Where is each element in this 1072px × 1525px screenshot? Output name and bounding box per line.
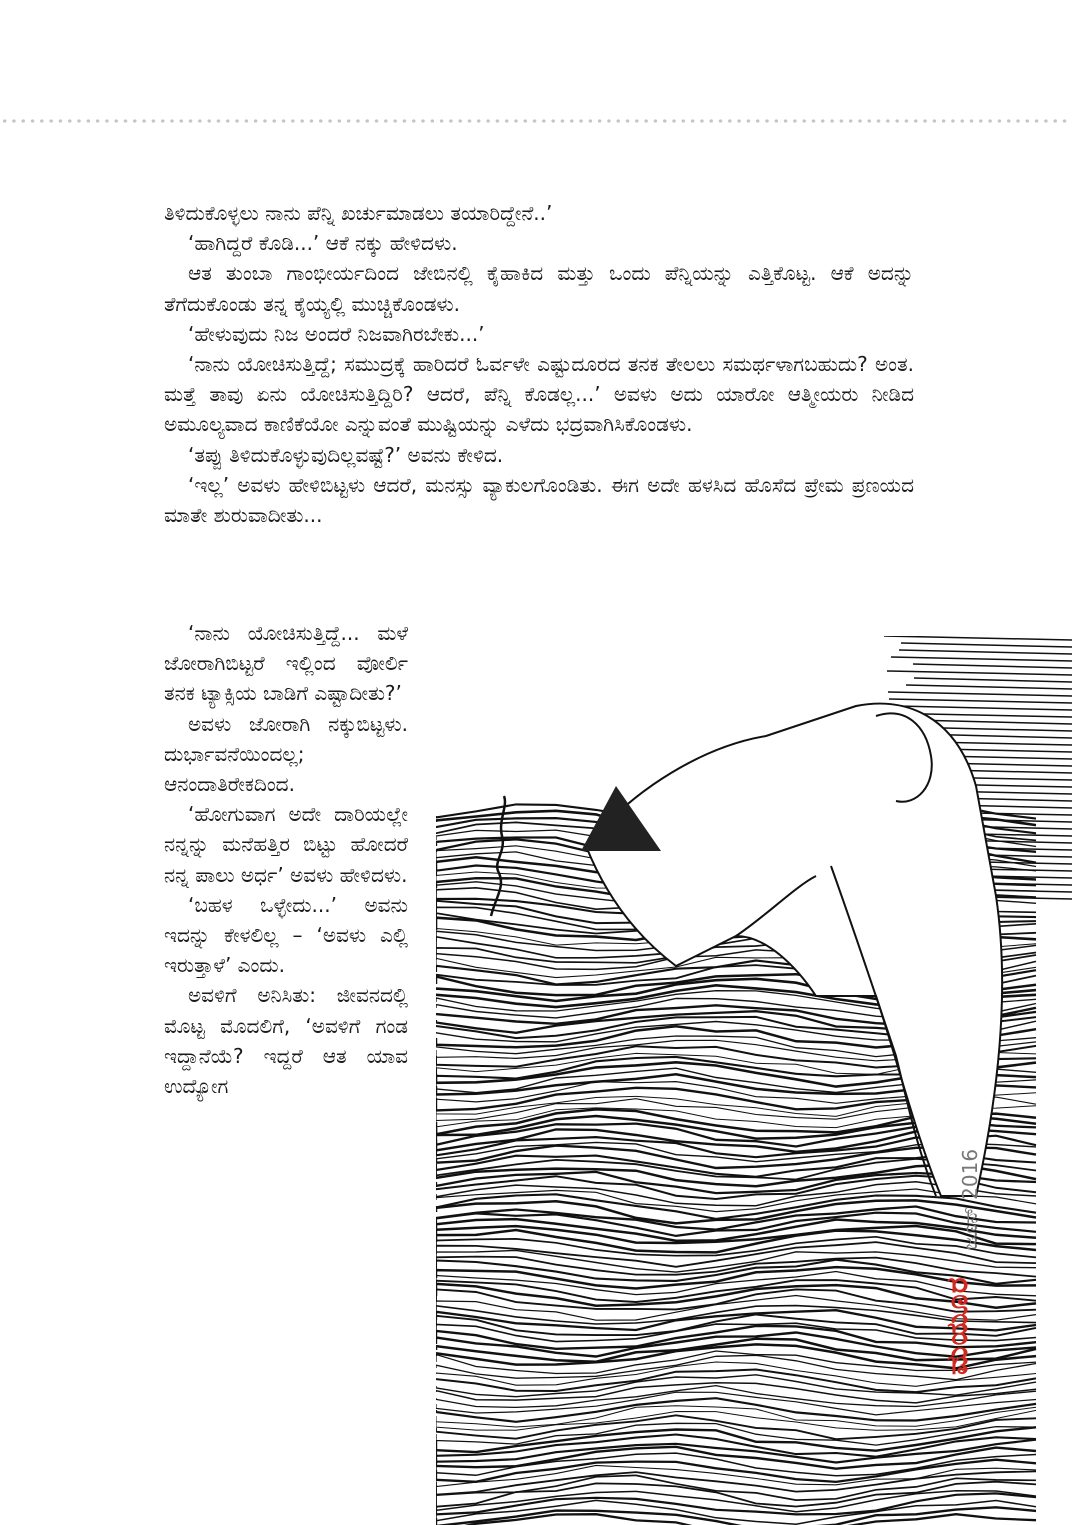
story-text-narrow-column — [164, 618, 408, 1101]
story-illustration — [436, 636, 1072, 1525]
paragraph: ‘ನಾನು ಯೋಚಿಸುತ್ತಿದ್ದೆ... ಮಳೆ ಜೋರಾಗಿಬಿಟ್ಟರೆ ಇಲ್ಲಿಂದ ವೋರ್ಲಿ ತನಕ ಟ್ಯಾಕ್ಸಿಯ ಬಾಡಿಗೆ ಎಷ್ಟಾದೀತು?’ — [164, 621, 408, 706]
paragraph: ‘ಹೋಗುವಾಗ ಅದೇ ದಾರಿಯಲ್ಲೇ ನನ್ನನ್ನು ಮನೆಹತ್ತಿರ ಬಿಟ್ಟು ಹೋದರೆ ನನ್ನ ಪಾಲು ಅರ್ಧ’ ಅವಳು ಹೇಳಿದಳು. — [164, 802, 408, 887]
paragraph: ತಿಳಿದುಕೊಳ್ಳಲು ನಾನು ಪೆನ್ನಿ ಖರ್ಚುಮಾಡಲು ತಯಾರಿದ್ದೇನೆ..’ — [164, 201, 553, 225]
issue-date-vertical: ಜೂನ್ 2016 — [958, 1148, 982, 1250]
ink-drawing-of-reclining-woman-on-rocks — [436, 636, 1072, 1525]
paragraph: ಅವಳಿಗೆ ಅನಿಸಿತು: ಜೀವನದಲ್ಲಿ ಮೊಟ್ಟ ಮೊದಲಿಗೆ, ‘ಅವಳಿಗೆ ಗಂಡ ಇದ್ದಾನೆಯೆ? ಇದ್ದರೆ ಆತ ಯಾವ ಉದ್ಯೋಗ — [164, 983, 408, 1099]
paragraph: ‘ಬಹಳ ಒಳ್ಳೇದು...’ ಅವನು ಇದನ್ನು ಕೇಳಲಿಲ್ಲ – ‘ಅವಳು ಎಲ್ಲಿ ಇರುತ್ತಾಳೆ’ ಎಂದು. — [164, 892, 408, 978]
magazine-brand-vertical: ಮಯೂರ — [940, 1276, 975, 1375]
paragraph: ಆತ ತುಂಬಾ ಗಾಂಭೀರ್ಯದಿಂದ ಜೇಬಿನಲ್ಲಿ ಕೈಹಾಕಿದ ಮತ್ತು ಒಂದು ಪೆನ್ನಿಯನ್ನು ಎತ್ತಿಕೊಟ್ಟ. ಆಕೆ ಅದನ್ನು ತೆಗೆದುಕೊಂಡು ತನ್ನ ಕೈಯ್ಯಲ್ಲಿ ಮುಚ್ಚಿಕೊಂಡಳು. — [164, 261, 914, 316]
paragraph: ‘ಹೇಳುವುದು ನಿಜ ಅಂದರೆ ನಿಜವಾಗಿರಬೇಕು...’ — [188, 321, 485, 346]
paragraph: ‘ತಪ್ಪು ತಿಳಿದುಕೊಳ್ಳುವುದಿಲ್ಲವಷ್ಟೆ?’ ಅವನು ಕೇಳಿದ. — [188, 442, 504, 467]
story-text-full-width — [164, 198, 914, 530]
dotted-separator — [0, 119, 1072, 123]
paragraph: ‘ಹಾಗಿದ್ದರೆ ಕೊಡಿ...’ ಆಕೆ ನಕ್ಕು ಹೇಳಿದಳು. — [188, 231, 458, 256]
paragraph: ‘ಇಲ್ಲ’ ಅವಳು ಹೇಳಿಬಿಟ್ಟಳು ಆದರೆ, ಮನಸ್ಸು ವ್ಯಾಕುಲಗೊಂಡಿತು. ಈಗ ಅದೇ ಹಳಸಿದ ಹೊಸೆದ ಪ್ರೇಮ ಪ್ರಣಯದ ಮಾತೇ ಶುರುವಾದೀತು... — [164, 472, 914, 528]
paragraph: ಅವಳು ಜೋರಾಗಿ ನಕ್ಕುಬಿಟ್ಟಳು. ದುರ್ಭಾವನೆಯಿಂದಲ್ಲ; ಆನಂದಾತಿರೇಕದಿಂದ. — [164, 711, 408, 797]
paragraph: ‘ನಾನು ಯೋಚಿಸುತ್ತಿದ್ದೆ; ಸಮುದ್ರಕ್ಕೆ ಹಾರಿದರೆ ಓರ್ವಳೇ ಎಷ್ಟುದೂರದ ತನಕ ತೇಲಲು ಸಮರ್ಥಳಾಗಬಹುದು? ಅಂತ. ಮತ್ತೆ ತಾವು ಏನು ಯೋಚಿಸುತ್ತಿದ್ದಿರಿ? ಆದರೆ, ಪೆನ್ನಿ ಕೊಡಲ್ಲ...’ ಅವಳು ಅದು ಯಾರೋ ಆತ್ಮೀಯರು ನೀಡಿದ ಅಮೂಲ್ಯವಾದ ಕಾಣಿಕೆಯೋ ಎನ್ನುವಂತೆ ಮುಷ್ಟಿಯನ್ನು ಎಳೆದು ಭದ್ರವಾಗಿಸಿಕೊಂಡಳು. — [164, 352, 914, 437]
